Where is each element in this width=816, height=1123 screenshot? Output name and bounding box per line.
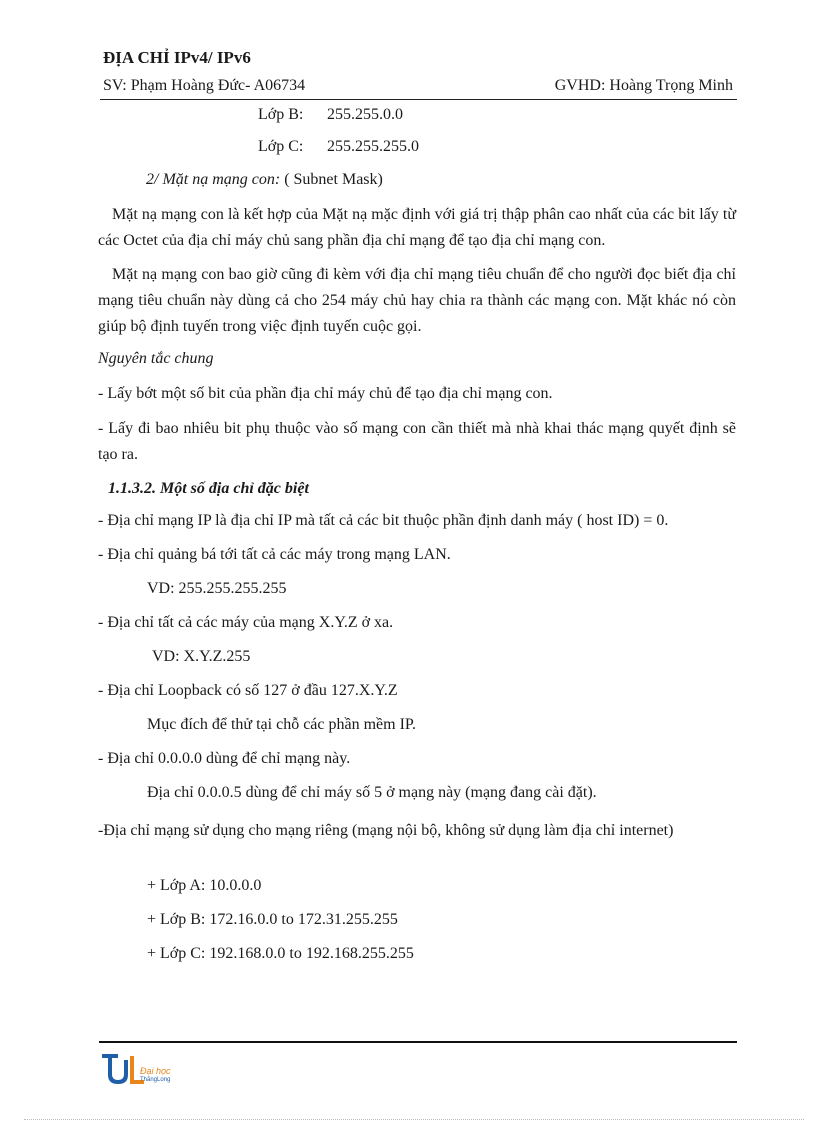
subnet-heading-label: 2/ Mặt nạ mạng con: [146,171,281,188]
special-item-remote-hosts: - Địa chỉ tất cả các máy của mạng X.Y.Z ở xa. [98,614,394,631]
footer-divider [99,1041,737,1043]
class-b-value: 255.255.0.0 [327,106,403,123]
logo-u-shape [102,1054,128,1084]
principle-item-1: - Lấy bớt một số bit của phần địa chỉ máy chủ để tạo địa chỉ mạng con. [98,385,553,402]
page-title: ĐỊA CHỈ IPv4/ IPv6 [103,48,251,67]
section-heading-special-addresses: 1.1.3.2. Một số địa chỉ đặc biệt [108,480,309,497]
logo-text-bottom: ThăngLong [140,1077,171,1083]
private-class-b: + Lớp B: 172.16.0.0 to 172.31.255.255 [147,911,398,928]
paragraph-subnet-definition: Mặt nạ mạng con là kết hợp của Mặt nạ mặc định với giá trị thập phân cao nhất của các bit lấy từ các Octet của địa chỉ máy chủ sang phần địa chỉ mạng để tạo địa chỉ mạng con. [98,206,736,249]
page-bottom-dotted-line [24,1119,804,1120]
private-class-a: + Lớp A: 10.0.0.0 [147,877,262,894]
paragraph-subnet-purpose: Mặt nạ mạng con bao giờ cũng đi kèm với địa chỉ mạng tiêu chuẩn để cho người đọc biết địa chỉ mạng tiêu chuẩn này dùng cả cho 254 máy chủ hay chia ra thành các mạng con. Mặt khác nó còn giúp bộ định tuyến trong việc định tuyến cuộc gọi. [98,266,736,335]
special-item-broadcast: - Địa chỉ quảng bá tới tất cả các máy trong mạng LAN. [98,546,451,563]
student-info: SV: Phạm Hoàng Đức- A06734 [103,77,306,94]
special-item-this-network: - Địa chỉ 0.0.0.0 dùng để chỉ mạng này. [98,750,351,767]
broadcast-example: VD: 255.255.255.255 [147,580,287,597]
class-c-label: Lớp C: [258,138,304,155]
principle-heading: Nguyên tắc chung [98,350,214,367]
private-class-c: + Lớp C: 192.168.0.0 to 192.168.255.255 [147,945,414,962]
subnet-heading-suffix: ( Subnet Mask) [280,171,383,188]
class-c-mask-line [258,138,419,156]
advisor-info: GVHD: Hoàng Trọng Minh [554,77,733,94]
special-item-private-networks: -Địa chỉ mạng sử dụng cho mạng riêng (mạng nội bộ, không sử dụng làm địa chỉ internet) [98,822,674,839]
document-header [100,77,737,100]
logo-text-top: Đại học [140,1066,171,1076]
class-b-label: Lớp B: [258,106,304,123]
subnet-heading [146,171,383,189]
class-c-value: 255.255.255.0 [327,138,419,155]
special-item-loopback: - Địa chỉ Loopback có số 127 ở đầu 127.X.Y.Z [98,682,398,699]
remote-hosts-example: VD: X.Y.Z.255 [152,648,251,665]
loopback-note: Mục đích để thử tại chỗ các phần mềm IP. [147,716,417,733]
special-item-network-address: - Địa chỉ mạng IP là địa chỉ IP mà tất cả các bit thuộc phần định danh máy ( host ID) = 0. [98,512,669,529]
university-logo [100,1050,190,1086]
class-b-mask-line [258,106,403,124]
this-network-note: Địa chỉ 0.0.0.5 dùng để chỉ máy số 5 ở mạng này (mạng đang cài đặt). [147,784,597,801]
principle-item-2: - Lấy đi bao nhiêu bit phụ thuộc vào số mạng con cần thiết mà nhà khai thác mạng quyết định sẽ tạo ra. [98,420,736,463]
